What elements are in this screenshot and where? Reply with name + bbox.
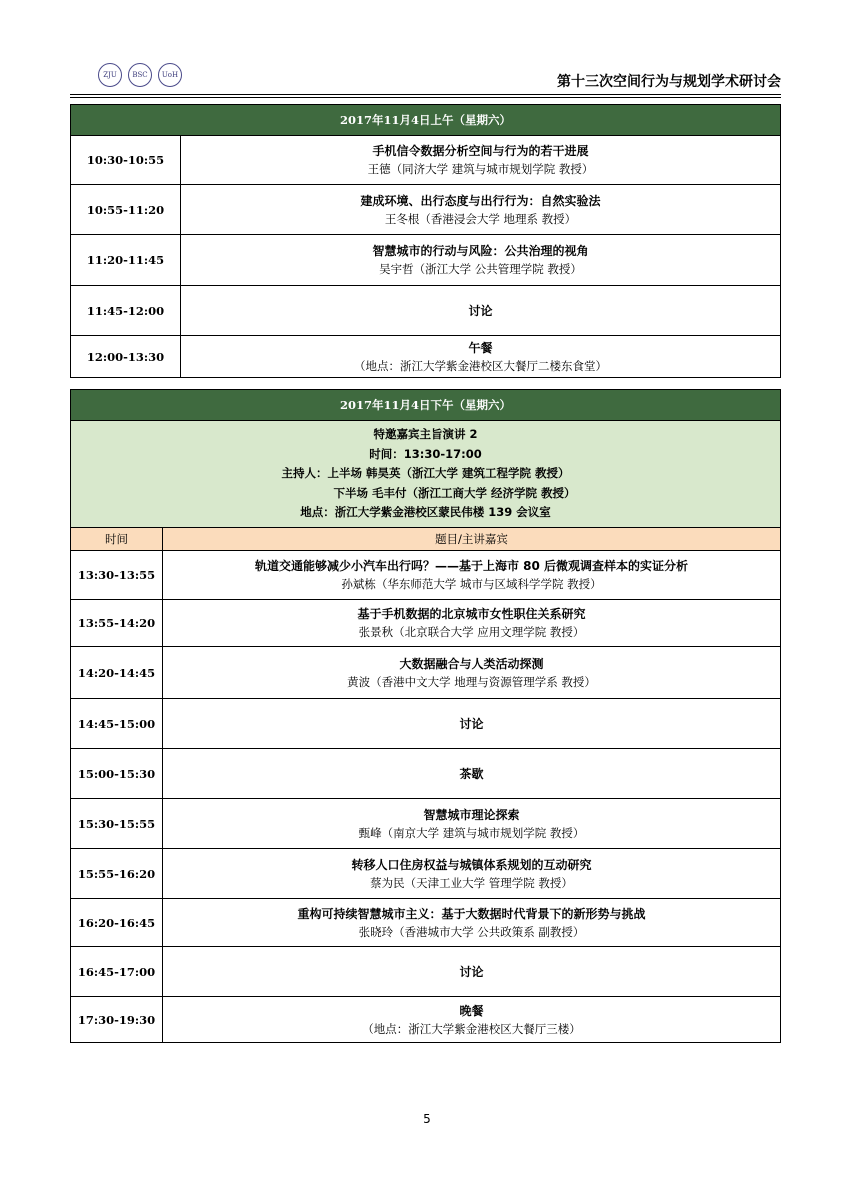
session-cell	[163, 699, 781, 749]
table-row	[71, 235, 781, 286]
keynote-session-name: 特邀嘉宾主旨演讲 2	[373, 427, 478, 442]
table-row	[71, 947, 781, 997]
table-row	[71, 647, 781, 699]
session-cell	[163, 799, 781, 849]
session-cell	[163, 899, 781, 947]
university-logo-1: ZJU	[98, 63, 122, 87]
session-cell	[163, 849, 781, 899]
university-logo-2: BSC	[128, 63, 152, 87]
talk-title: 茶歇	[459, 766, 484, 781]
session-cell	[163, 749, 781, 799]
talk-title: 讨论	[459, 716, 484, 731]
afternoon-banner: 2017年11月4日下午（星期六）	[71, 390, 781, 421]
talk-title: 基于手机数据的北京城市女性职住关系研究	[357, 607, 586, 621]
speaker-info: 张晓玲（香港城市大学 公共政策系 副教授）	[358, 924, 585, 939]
speaker-info: 王冬根（香港浸会大学 地理系 教授）	[384, 211, 577, 226]
speaker-info: 蔡为民（天津工业大学 管理学院 教授）	[370, 875, 573, 890]
session-cell	[181, 235, 781, 286]
keynote-host-second-half: 下半场 毛丰付（浙江工商大学 经济学院 教授）	[333, 485, 576, 500]
session-cell	[163, 600, 781, 647]
table-row	[71, 600, 781, 647]
column-header-topic: 题目/主讲嘉宾	[163, 528, 781, 551]
session-cell	[181, 286, 781, 336]
speaker-info: 吴宇哲（浙江大学 公共管理学院 教授）	[379, 262, 582, 276]
session-time: 11:45-12:00	[71, 286, 181, 336]
morning-banner-row	[71, 105, 781, 136]
talk-title: 讨论	[468, 303, 493, 318]
speaker-info: （地点：浙江大学紫金港校区大餐厅二楼东食堂）	[354, 358, 607, 373]
table-row	[71, 185, 781, 235]
table-row	[71, 849, 781, 899]
afternoon-schedule-table	[70, 389, 781, 1043]
session-cell	[163, 551, 781, 600]
talk-title: 建成环境、出行态度与出行行为：自然实验法	[360, 193, 601, 208]
talk-title: 转移人口住房权益与城镇体系规划的互动研究	[351, 857, 592, 872]
header-divider	[70, 94, 781, 95]
session-cell	[181, 336, 781, 378]
talk-title: 智慧城市的行动与风险：公共治理的视角	[372, 244, 589, 258]
session-time: 16:45-17:00	[71, 947, 163, 997]
session-cell	[181, 136, 781, 185]
session-time: 17:30-19:30	[71, 997, 163, 1043]
speaker-info: 张景秋（北京联合大学 应用文理学院 教授）	[358, 625, 585, 639]
header-divider-thin	[70, 97, 781, 98]
speaker-info: 孙斌栋（华东师范大学 城市与区域科学学院 教授）	[341, 577, 602, 591]
keynote-info-row	[71, 421, 781, 528]
session-time: 10:30-10:55	[71, 136, 181, 185]
session-cell	[181, 185, 781, 235]
table-row	[71, 699, 781, 749]
logo-group	[98, 63, 182, 87]
session-time: 14:20-14:45	[71, 647, 163, 699]
talk-title: 重构可持续智慧城市主义：基于大数据时代背景下的新形势与挑战	[297, 906, 646, 921]
session-time: 14:45-15:00	[71, 699, 163, 749]
conference-title: 第十三次空间行为与规划学术研讨会	[557, 74, 781, 90]
page-number: 5	[423, 1112, 431, 1126]
university-logo-3: UoH	[158, 63, 182, 87]
morning-schedule-table	[70, 104, 781, 378]
session-time: 12:00-13:30	[71, 336, 181, 378]
talk-title: 讨论	[459, 964, 484, 979]
talk-title: 手机信令数据分析空间与行为的若干进展	[372, 144, 589, 158]
speaker-info: 黄波（香港中文大学 地理与资源管理学系 教授）	[347, 674, 596, 689]
table-row	[71, 899, 781, 947]
table-row	[71, 286, 781, 336]
speaker-info: 王德（同济大学 建筑与城市规划学院 教授）	[367, 162, 594, 176]
keynote-host-first-half: 主持人：上半场 韩昊英（浙江大学 建筑工程学院 教授）	[281, 466, 570, 481]
speaker-info: 甄峰（南京大学 建筑与城市规划学院 教授）	[358, 825, 585, 840]
session-time: 10:55-11:20	[71, 185, 181, 235]
table-row	[71, 136, 781, 185]
talk-title: 午餐	[468, 340, 493, 355]
afternoon-banner-row	[71, 390, 781, 421]
morning-banner: 2017年11月4日上午（星期六）	[71, 105, 781, 136]
column-header-time: 时间	[71, 528, 163, 551]
session-cell	[163, 947, 781, 997]
session-time: 13:30-13:55	[71, 551, 163, 600]
session-time: 11:20-11:45	[71, 235, 181, 286]
table-row	[71, 749, 781, 799]
talk-title: 晚餐	[459, 1003, 484, 1018]
talk-title: 轨道交通能够减少小汽车出行吗？——基于上海市 80 后微观调查样本的实证分析	[254, 559, 689, 573]
keynote-time: 时间：13:30-17:00	[369, 446, 482, 461]
column-header-row	[71, 528, 781, 551]
session-cell	[163, 997, 781, 1043]
table-row	[71, 799, 781, 849]
session-time: 15:00-15:30	[71, 749, 163, 799]
session-time: 15:55-16:20	[71, 849, 163, 899]
speaker-info: （地点：浙江大学紫金港校区大餐厅三楼）	[362, 1021, 581, 1036]
keynote-info	[71, 421, 781, 528]
talk-title: 大数据融合与人类活动探测	[399, 656, 544, 671]
keynote-venue: 地点：浙江大学紫金港校区蒙民伟楼 139 会议室	[300, 505, 551, 520]
session-time: 16:20-16:45	[71, 899, 163, 947]
session-time: 13:55-14:20	[71, 600, 163, 647]
table-row	[71, 551, 781, 600]
session-cell	[163, 647, 781, 699]
talk-title: 智慧城市理论探索	[423, 807, 520, 822]
session-time: 15:30-15:55	[71, 799, 163, 849]
table-row	[71, 336, 781, 378]
table-row	[71, 997, 781, 1043]
page-header	[70, 55, 781, 95]
